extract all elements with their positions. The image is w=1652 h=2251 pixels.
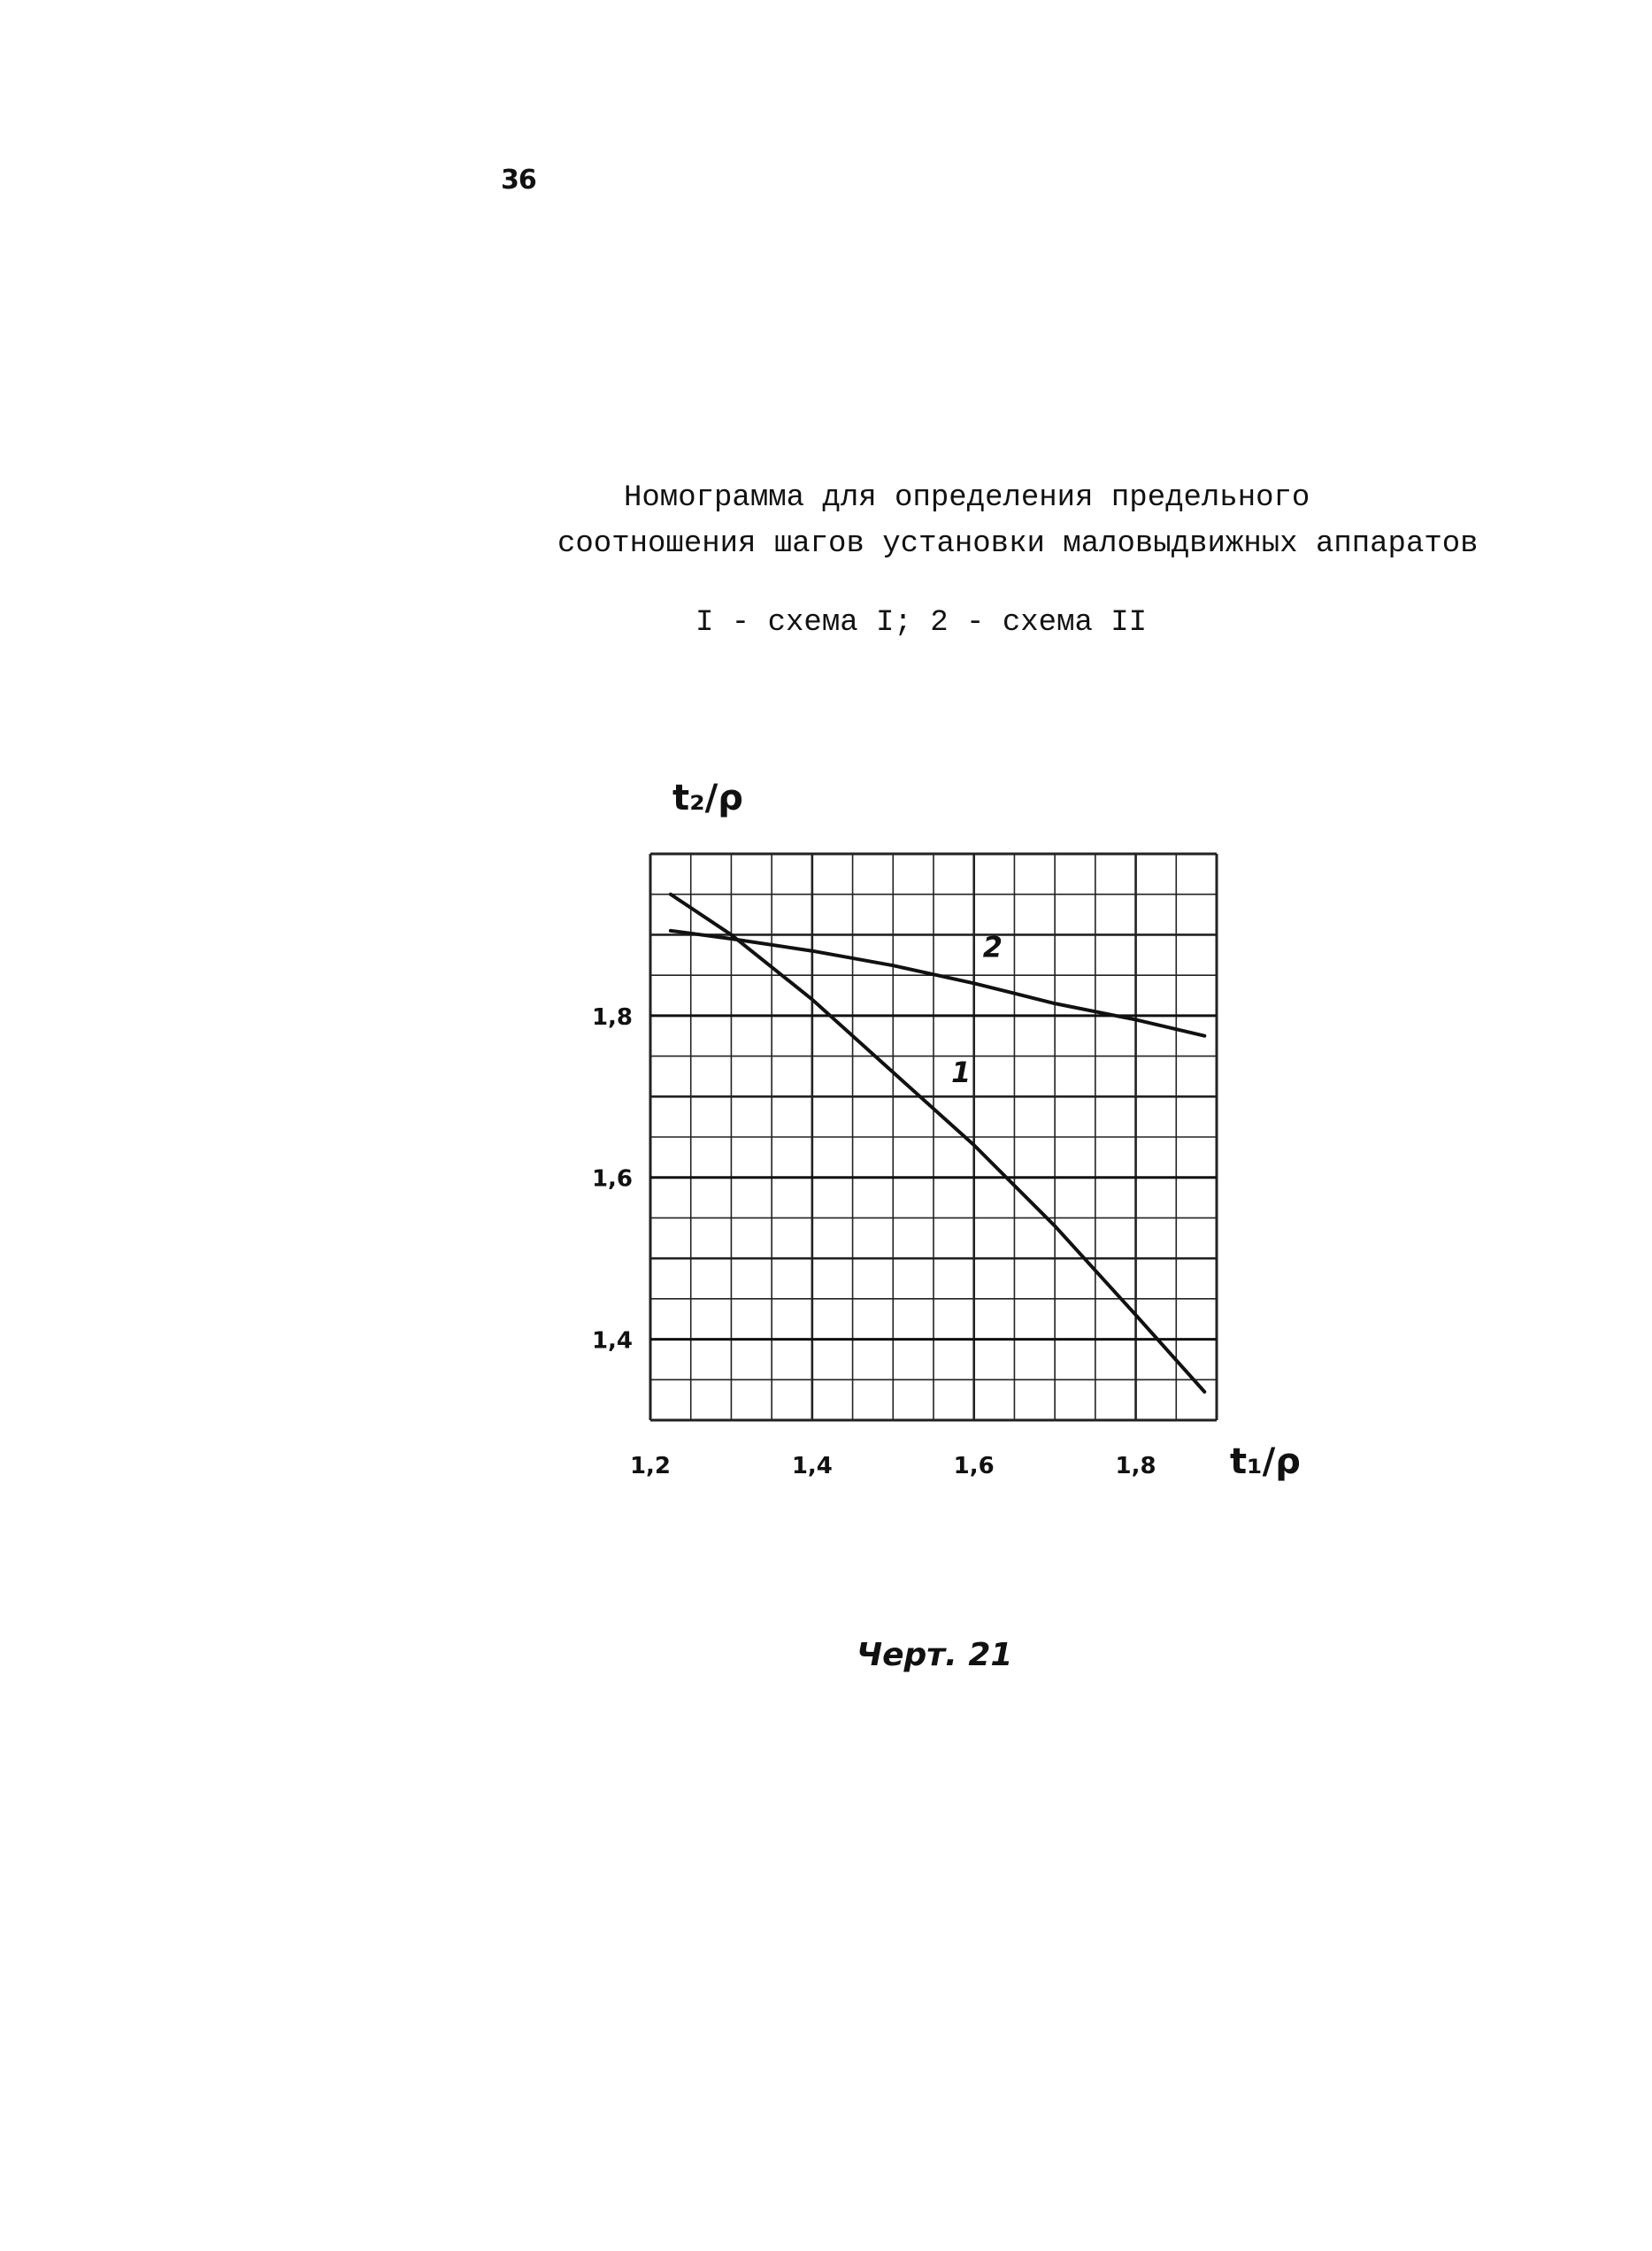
- title-line-1: Номограмма для определения предельного: [624, 481, 1310, 515]
- x-tick-label: 1,8: [1115, 1453, 1156, 1479]
- title-line-2: соотношения шагов установки маловыдвижных аппаратов: [557, 527, 1479, 561]
- chart-series: [671, 895, 1204, 1392]
- x-axis-label: t₁/ρ: [1230, 1441, 1301, 1482]
- y-tick-label: 1,4: [591, 1327, 633, 1355]
- x-tick-label: 1,2: [629, 1453, 672, 1479]
- x-tick-label: 1,4: [791, 1453, 833, 1479]
- chart-labels: [592, 778, 1301, 1482]
- y-tick-label: 1,8: [591, 1003, 633, 1031]
- x-tick-label: 1,6: [953, 1453, 995, 1479]
- y-axis-label: t₂/ρ: [672, 778, 743, 818]
- series-line-1: [671, 895, 1204, 1392]
- series-label-1: 1: [951, 1056, 972, 1089]
- page-number: 36: [501, 165, 536, 196]
- series-line-2: [671, 931, 1204, 1036]
- series-label-2: 2: [982, 930, 1003, 964]
- figure-caption: Черт. 21: [857, 1637, 1013, 1673]
- legend-text: I - схема I; 2 - схема II: [695, 606, 1148, 640]
- y-tick-label: 1,6: [591, 1165, 633, 1193]
